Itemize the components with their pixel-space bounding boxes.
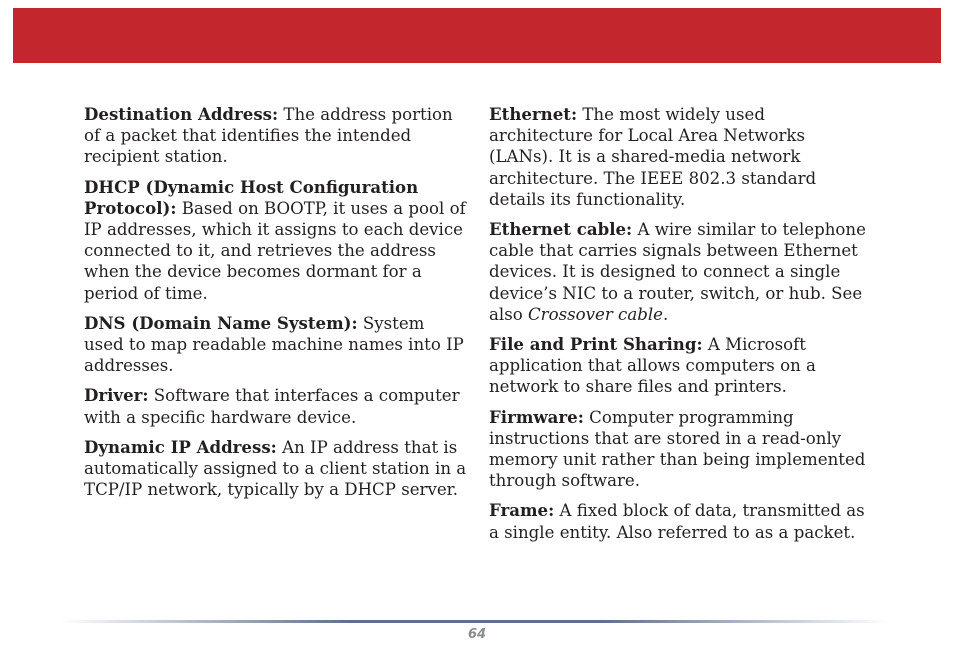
glossary-entry-dhcp [84, 177, 469, 304]
glossary-left-column [84, 104, 469, 509]
glossary-entry-dns [84, 313, 469, 377]
glossary-entry-file-and-print-sharing [489, 334, 874, 398]
glossary-definition: System used to map readable machine names into IP addresses. [84, 313, 464, 376]
glossary-term: DHCP (Dynamic Host Configuration Protocol): [84, 176, 419, 218]
glossary-definition: The most widely used architecture for Local Area Networks (LANs). It is a shared-media network architecture. The IEEE 802.3 standard details its functionality. [489, 105, 817, 209]
glossary-term: File and Print Sharing: [489, 334, 703, 355]
glossary-term: Dynamic IP Address: [84, 436, 277, 457]
glossary-entry-ethernet [489, 104, 874, 210]
glossary-definition: A wire similar to telephone cable that carries signals between Ethernet devices. It is designed to connect a single device’s NIC to a router, switch, or hub. See also [489, 220, 866, 324]
page-number: 64 [467, 627, 487, 642]
glossary-definition-tail: . [662, 304, 669, 324]
glossary-right-column [489, 104, 874, 552]
glossary-term: Destination Address: [84, 104, 279, 124]
glossary-cross-reference: Crossover cable [527, 304, 663, 324]
glossary-term: DNS (Domain Name System): [84, 312, 358, 333]
glossary-entry-ethernet-cable [489, 219, 874, 325]
glossary-term: Ethernet cable: [489, 219, 633, 240]
glossary-definition: Software that interfaces a computer with a specific hardware device. [84, 386, 460, 427]
glossary-definition: Based on BOOTP, it uses a pool of IP addresses, which it assigns to each device connected to it, and retrieves the address when the device becomes dormant for a period of time. [84, 198, 466, 303]
glossary-entry-firmware [489, 407, 874, 492]
glossary-definition: An IP address that is automatically assigned to a client station in a TCP/IP network, typically by a DHCP server. [84, 437, 467, 500]
glossary-term: Firmware: [489, 406, 584, 427]
glossary-entry-driver [84, 385, 469, 427]
header-bar [13, 8, 941, 63]
glossary-term: Ethernet: [489, 104, 578, 124]
glossary-term: Frame: [489, 500, 555, 521]
glossary-entry-frame [489, 500, 874, 542]
glossary-definition: Computer programming instructions that are stored in a read-only memory unit rather than being implemented through software. [489, 407, 866, 491]
glossary-definition: A fixed block of data, transmitted as a single entity. Also referred to as a packet. [489, 501, 865, 542]
glossary-entry-dynamic-ip-address [84, 437, 469, 501]
glossary-term: Driver: [84, 385, 149, 406]
glossary-definition: The address portion of a packet that identifies the intended recipient station. [84, 105, 453, 167]
glossary-entry-destination-address [84, 104, 469, 168]
footer-divider [60, 620, 890, 623]
glossary-definition: A Microsoft application that allows computers on a network to share files and printers. [489, 335, 816, 397]
